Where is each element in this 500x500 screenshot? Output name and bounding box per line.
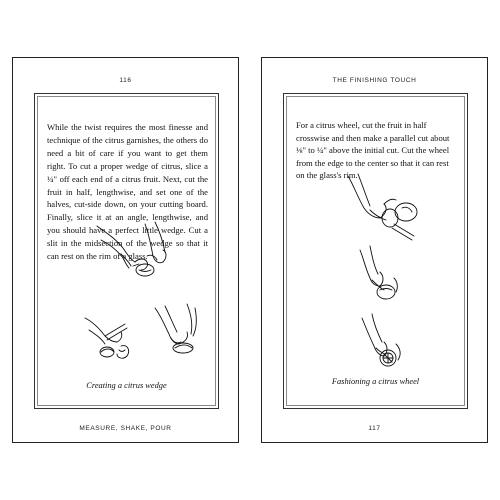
body-paragraph: For a citrus wheel, cut the fruit in half crosswise and then make a parallel cut about ⅛" to ¼" above the initial cut. Cut the wheel from the edge to the center so that it can rest on the glass's rim. <box>296 120 450 181</box>
right-page <box>261 57 488 443</box>
body-paragraph: While the twist requires the most finesse and technique of the citrus garnishes, the others do need a bit of care if you want to get them right. To cut a proper wedge of citrus, slice a ¼" off each end of a citrus fruit. Next, cut the fruit in half, lengthwise, and set one of the halves, cut-side down, on your cutting board. Finally, slice it at an angle, lengthwise, and you should have a perfect little wedge. Cut a slit in the midsection of the wedge so that it can rest on the rim of a glass. <box>47 122 208 262</box>
content-frame <box>34 93 219 409</box>
illustration-caption: Fashioning a citrus wheel <box>331 377 420 386</box>
chapter-title-header: THE FINISHING TOUCH <box>332 77 417 84</box>
illustration-caption: Creating a citrus wedge <box>86 381 167 390</box>
content-frame <box>283 93 468 409</box>
citrus-wheel-illustration <box>284 172 469 372</box>
left-page <box>12 57 239 443</box>
citrus-wedge-illustration <box>35 218 220 378</box>
page-number-header: 116 <box>119 77 132 84</box>
page-number-footer: 117 <box>368 425 381 432</box>
book-title-footer: MEASURE, SHAKE, POUR <box>79 425 172 432</box>
